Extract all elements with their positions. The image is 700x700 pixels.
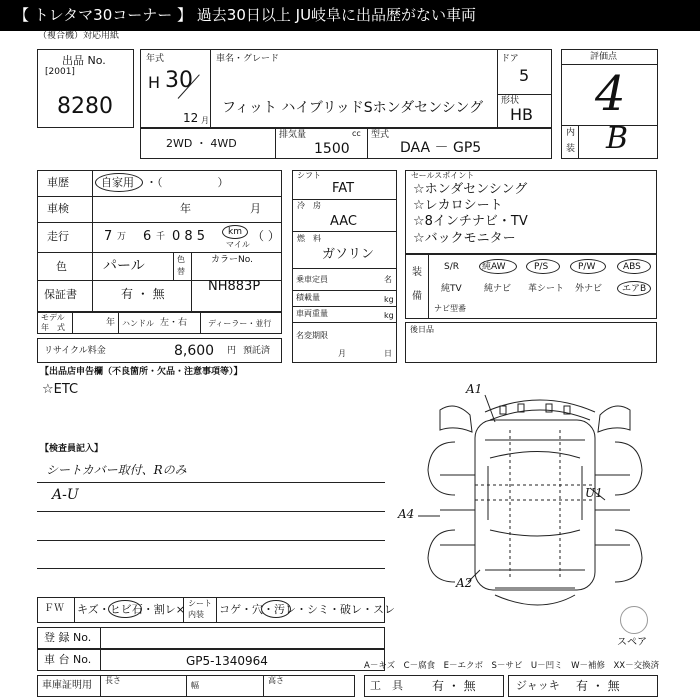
mileage-sen-unit: 千 bbox=[156, 232, 166, 242]
mileage-label: 走行 bbox=[47, 230, 69, 243]
color-sub-2: 替 bbox=[177, 267, 185, 276]
modelrow-label-1: モデル bbox=[41, 313, 65, 322]
spare-label: スペア bbox=[617, 637, 647, 648]
jack-value: 有 ・ 無 bbox=[576, 679, 620, 693]
exhibitor-value: ☆ETC bbox=[42, 382, 79, 397]
damage-legend: A－キズ C－腐食 E－エクボ S－サビ U－凹ミ W－補修 XX－交換済 bbox=[364, 661, 660, 671]
model-value: フィット ハイブリッドSホンダセンシング bbox=[222, 100, 484, 116]
equipment-label-1: 装 bbox=[412, 267, 422, 278]
history-rest: ・（ ） bbox=[146, 176, 229, 189]
weight-unit: kg bbox=[384, 311, 394, 320]
tools-label: 工 具 bbox=[370, 679, 403, 692]
mark-u1: U1 bbox=[585, 486, 603, 500]
later-box bbox=[405, 322, 657, 363]
selling-item-1: ☆ホンダセンシング bbox=[413, 182, 528, 197]
condition-items-2: コゲ・穴・汚レ・シミ・破レ・スレ bbox=[219, 603, 395, 616]
equip-sr: S/R bbox=[444, 262, 459, 272]
handle-value: 左・右 bbox=[160, 318, 188, 328]
navi-label: ナビ型番 bbox=[434, 304, 466, 313]
drive-value: 2WD ・ 4WD bbox=[166, 137, 237, 150]
door-label: ドア bbox=[501, 54, 519, 64]
score-value: 4 bbox=[595, 66, 626, 122]
shape-value: HB bbox=[510, 105, 534, 124]
mileage-paren: （ ） bbox=[252, 229, 280, 243]
interior-label-2: 装 bbox=[566, 144, 576, 154]
selling-item-3: ☆8インチナビ・TV bbox=[413, 214, 528, 229]
history-label: 車歴 bbox=[47, 176, 69, 189]
equip-pw: P/W bbox=[578, 262, 596, 272]
inspector-label: 【検査員記入】 bbox=[40, 444, 104, 454]
year-label: 年式 bbox=[146, 54, 165, 64]
equip-airbag: エアB bbox=[622, 284, 647, 294]
equip-extnavi: 外ナビ bbox=[575, 284, 603, 294]
condition-seat-2: 内装 bbox=[188, 610, 204, 619]
shift-label: シフト bbox=[297, 171, 321, 180]
later-label: 後日品 bbox=[410, 325, 434, 334]
color-value: パール bbox=[103, 258, 145, 274]
equip-navi: 純ナビ bbox=[484, 284, 512, 294]
modelrow-year-unit: 年 bbox=[106, 318, 116, 328]
exhibitor-label: 【出品店申告欄（不良箇所・欠品・注意事項等）】 bbox=[40, 367, 243, 377]
month-unit: 月 bbox=[201, 116, 209, 125]
name-change-label: 名変期限 bbox=[296, 331, 328, 340]
equipment-label-2: 備 bbox=[412, 291, 422, 302]
mileage-km: km bbox=[228, 227, 242, 237]
color-sub-1: 色 bbox=[177, 255, 185, 264]
color-label: 色 bbox=[56, 260, 67, 273]
inspection-month-unit: 月 bbox=[250, 202, 261, 215]
mileage-sen: 6 bbox=[143, 229, 152, 244]
car-diagram bbox=[400, 370, 670, 630]
equip-abs: ABS bbox=[623, 262, 641, 272]
name-change-unit: 月 bbox=[338, 349, 346, 358]
colorno-label: カラーNo. bbox=[211, 255, 253, 265]
fuel-label: 燃 料 bbox=[297, 234, 321, 243]
warranty-label: 保証書 bbox=[44, 288, 77, 301]
capacity-unit: 名 bbox=[384, 275, 392, 284]
selling-label: セールスポイント bbox=[411, 171, 475, 180]
equip-tv: 純TV bbox=[441, 284, 462, 294]
condition-seat-1: シート bbox=[188, 599, 212, 608]
lot-label: 出品 No. bbox=[62, 54, 106, 67]
interior-value: B bbox=[606, 121, 629, 156]
recycle-note: 預託済 bbox=[243, 346, 271, 356]
mark-a1: A1 bbox=[466, 382, 483, 396]
load-label: 積載量 bbox=[296, 293, 320, 302]
banner-text: 【 トレタマ30コーナー 】 過去30日以上 JU岐阜に出品歴がない車両 bbox=[14, 6, 477, 24]
capacity-label: 乗車定員 bbox=[296, 275, 328, 284]
spare-circle bbox=[620, 606, 648, 634]
recycle-unit: 円 bbox=[227, 346, 237, 356]
displacement-label: 排気量 bbox=[279, 130, 307, 140]
weight-label: 車両重量 bbox=[296, 309, 328, 318]
handle-label: ハンドル bbox=[122, 319, 154, 328]
certificate-length: 長さ bbox=[105, 676, 121, 685]
mark-a4: A4 bbox=[398, 507, 415, 521]
equip-leather: 革シート bbox=[528, 284, 565, 294]
name-change-unit2: 日 bbox=[384, 349, 392, 358]
form-note: （複合機）対応用紙 bbox=[38, 31, 120, 41]
chassis-value: GP5-1340964 bbox=[186, 654, 268, 668]
model-label: 車名・グレード bbox=[216, 54, 280, 64]
inspection-year-unit: 年 bbox=[180, 202, 191, 215]
interior-label-1: 内 bbox=[566, 128, 576, 138]
shape-label: 形状 bbox=[501, 96, 520, 106]
type-value: DAA － GP5 bbox=[400, 140, 482, 156]
ac-value: AAC bbox=[330, 214, 357, 229]
door-value: 5 bbox=[519, 66, 530, 85]
colorno-value: NH883P bbox=[208, 279, 261, 294]
fuel-value: ガソリン bbox=[322, 247, 375, 262]
type-label: 型式 bbox=[371, 130, 390, 140]
mark-a2: A2 bbox=[456, 576, 473, 590]
jack-label: ジャッキ bbox=[516, 679, 560, 692]
load-unit: kg bbox=[384, 295, 394, 304]
shift-value: FAT bbox=[332, 181, 355, 196]
selling-item-4: ☆バックモニター bbox=[413, 231, 516, 246]
year-value: 30 bbox=[165, 68, 193, 93]
mileage-mile: マイル bbox=[226, 240, 250, 249]
inspector-line-2: A-U bbox=[52, 487, 79, 503]
certificate-height: 高さ bbox=[268, 676, 284, 685]
displacement-value: 1500 bbox=[314, 141, 350, 157]
lot-number: 8280 bbox=[57, 94, 113, 119]
chassis-label: 車 台 No. bbox=[44, 653, 92, 666]
certificate-label: 車庫証明用 bbox=[42, 680, 92, 691]
warranty-value: 有 ・ 無 bbox=[121, 287, 165, 301]
equip-aw: 純AW bbox=[482, 262, 506, 272]
displacement-unit: cc bbox=[352, 129, 361, 138]
recycle-value: 8,600 bbox=[174, 343, 215, 359]
registration-label: 登 録 No. bbox=[44, 631, 92, 644]
year-month: 12 bbox=[183, 111, 199, 125]
equip-ps: P/S bbox=[534, 262, 549, 272]
mileage-man: 7 bbox=[104, 229, 113, 244]
tools-value: 有 ・ 無 bbox=[432, 679, 476, 693]
condition-items: キズ・ヒビ石・割レ× bbox=[77, 603, 185, 616]
inspector-line-1: シートカバー取付、Rのみ bbox=[46, 463, 187, 477]
inspection-label: 車検 bbox=[47, 202, 69, 215]
year-era: H bbox=[148, 73, 161, 92]
recycle-label: リサイクル料金 bbox=[44, 346, 106, 356]
mileage-rest: 0 8 5 bbox=[172, 229, 206, 244]
score-label: 評価点 bbox=[590, 52, 618, 62]
lot-code: [2001] bbox=[45, 67, 75, 77]
ac-label: 冷 房 bbox=[297, 201, 321, 210]
condition-fw: ＦＷ bbox=[44, 603, 64, 614]
certificate-width: 幅 bbox=[191, 681, 199, 690]
selling-item-2: ☆レカロシート bbox=[413, 198, 503, 213]
dealer-label: ディーラー・並行 bbox=[208, 319, 272, 328]
modelrow-label-2: 年 式 bbox=[41, 323, 65, 332]
history-value: 自家用 bbox=[101, 176, 134, 189]
mileage-man-unit: 万 bbox=[117, 232, 127, 242]
